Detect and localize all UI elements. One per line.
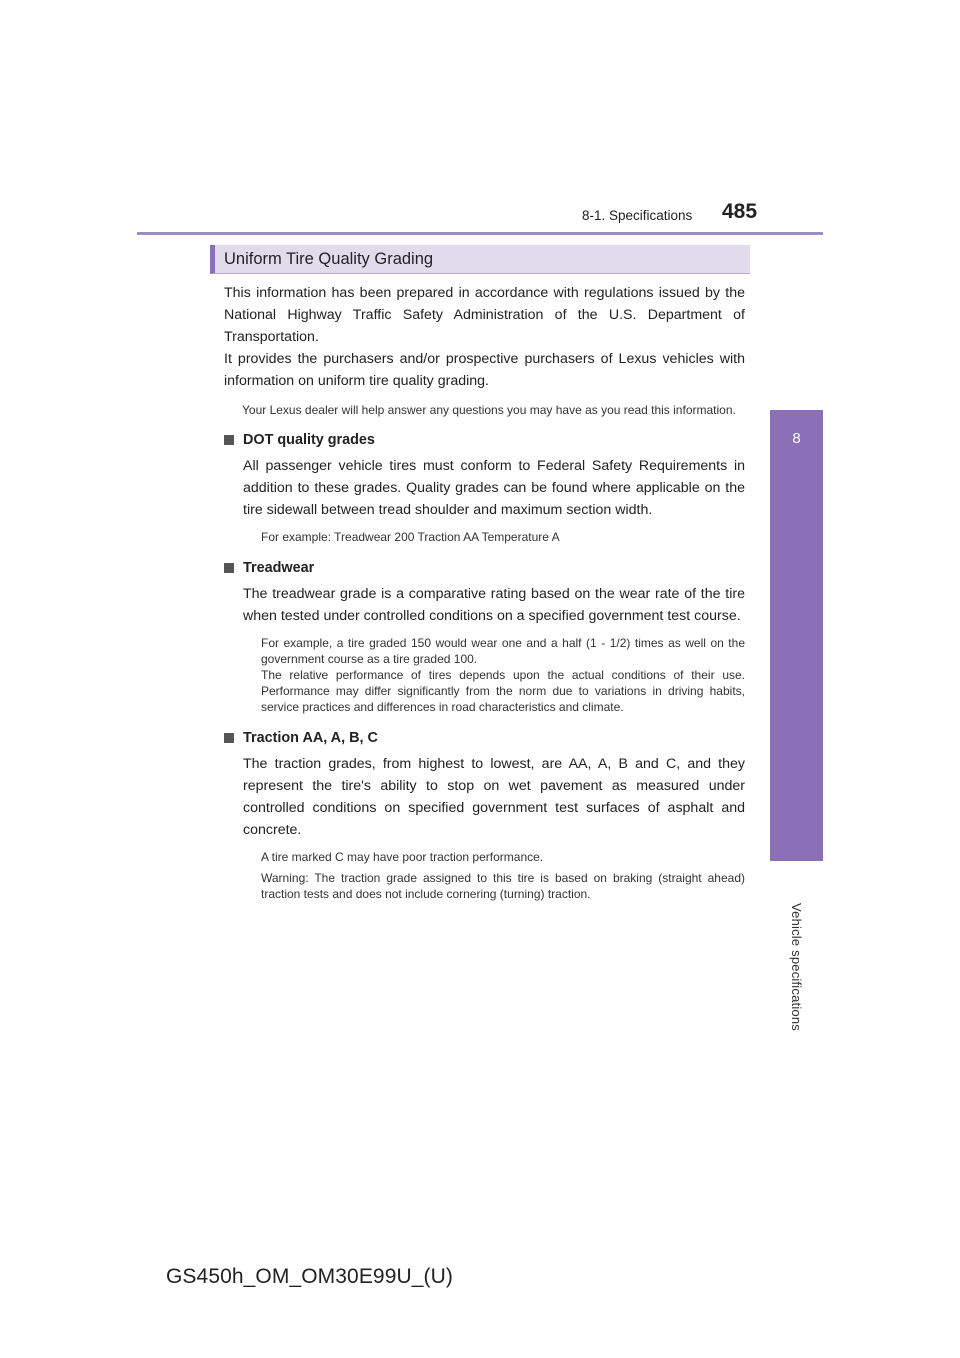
- intro-paragraph-1: This information has been prepared in accordance with regulations issued by the National Highway Traffic Safety Administration of the U.S. Department of Transportation.: [224, 285, 745, 345]
- page-number: 485: [722, 200, 758, 223]
- traction-heading: [224, 728, 745, 748]
- dot-heading: [224, 430, 745, 450]
- dot-note: For example: Treadwear 200 Traction AA Temperature A: [261, 530, 560, 544]
- document-code-footer: GS450h_OM_OM30E99U_(U): [166, 1265, 453, 1288]
- dot-section: [224, 430, 745, 545]
- square-bullet-icon: [224, 563, 234, 573]
- treadwear-note-1: For example, a tire graded 150 would wear one and a half (1 - 1/2) times as well on the government course as a tire graded 100.: [261, 636, 745, 666]
- chapter-tab: [770, 410, 823, 861]
- treadwear-heading: [224, 558, 745, 578]
- chapter-number: [770, 431, 823, 446]
- page-content: [224, 282, 745, 902]
- traction-body: The traction grades, from highest to lowest, are AA, A, B and C, and they represent the tire's ability to stop on wet pavement as measured under controlled conditions on specified government test surfaces of asphalt and concrete.: [243, 756, 745, 838]
- intro-paragraph-2: It provides the purchasers and/or prospective purchasers of Lexus vehicles with information on uniform tire quality grading.: [224, 351, 745, 389]
- chapter-label-text: Vehicle specifications: [789, 903, 804, 1031]
- header-section-label: 8-1. Specifications: [582, 208, 693, 223]
- square-bullet-icon: [224, 435, 234, 445]
- traction-section: [224, 728, 745, 902]
- dot-heading-text: DOT quality grades: [243, 432, 375, 448]
- treadwear-heading-text: Treadwear: [243, 560, 315, 576]
- chapter-number-text: 8: [792, 430, 801, 447]
- traction-note-2: Warning: The traction grade assigned to this tire is based on braking (straight ahead) traction tests and does not include cornering (turning) traction.: [261, 871, 745, 901]
- chapter-label: [770, 862, 823, 1072]
- traction-heading-text: Traction AA, A, B, C: [243, 730, 378, 746]
- section-title: Uniform Tire Quality Grading: [210, 245, 750, 274]
- treadwear-section: [224, 558, 745, 715]
- treadwear-note-2: The relative performance of tires depends upon the actual conditions of their use. Performance may differ significantly from the norm due to variations in driving habits, service practices and differences in road characteristics and climate.: [261, 668, 745, 714]
- intro-note: Your Lexus dealer will help answer any questions you may have as you read this information.: [242, 403, 736, 417]
- treadwear-body: The treadwear grade is a comparative rating based on the wear rate of the tire when tested under controlled conditions on a specified government test course.: [243, 586, 745, 624]
- square-bullet-icon: [224, 733, 234, 743]
- header-divider: [137, 232, 823, 235]
- dot-body: All passenger vehicle tires must conform to Federal Safety Requirements in addition to these grades. Quality grades can be found where applicable on the tire sidewall between tread shoulder and maximum section width.: [243, 458, 745, 518]
- traction-note-1: A tire marked C may have poor traction performance.: [261, 850, 544, 864]
